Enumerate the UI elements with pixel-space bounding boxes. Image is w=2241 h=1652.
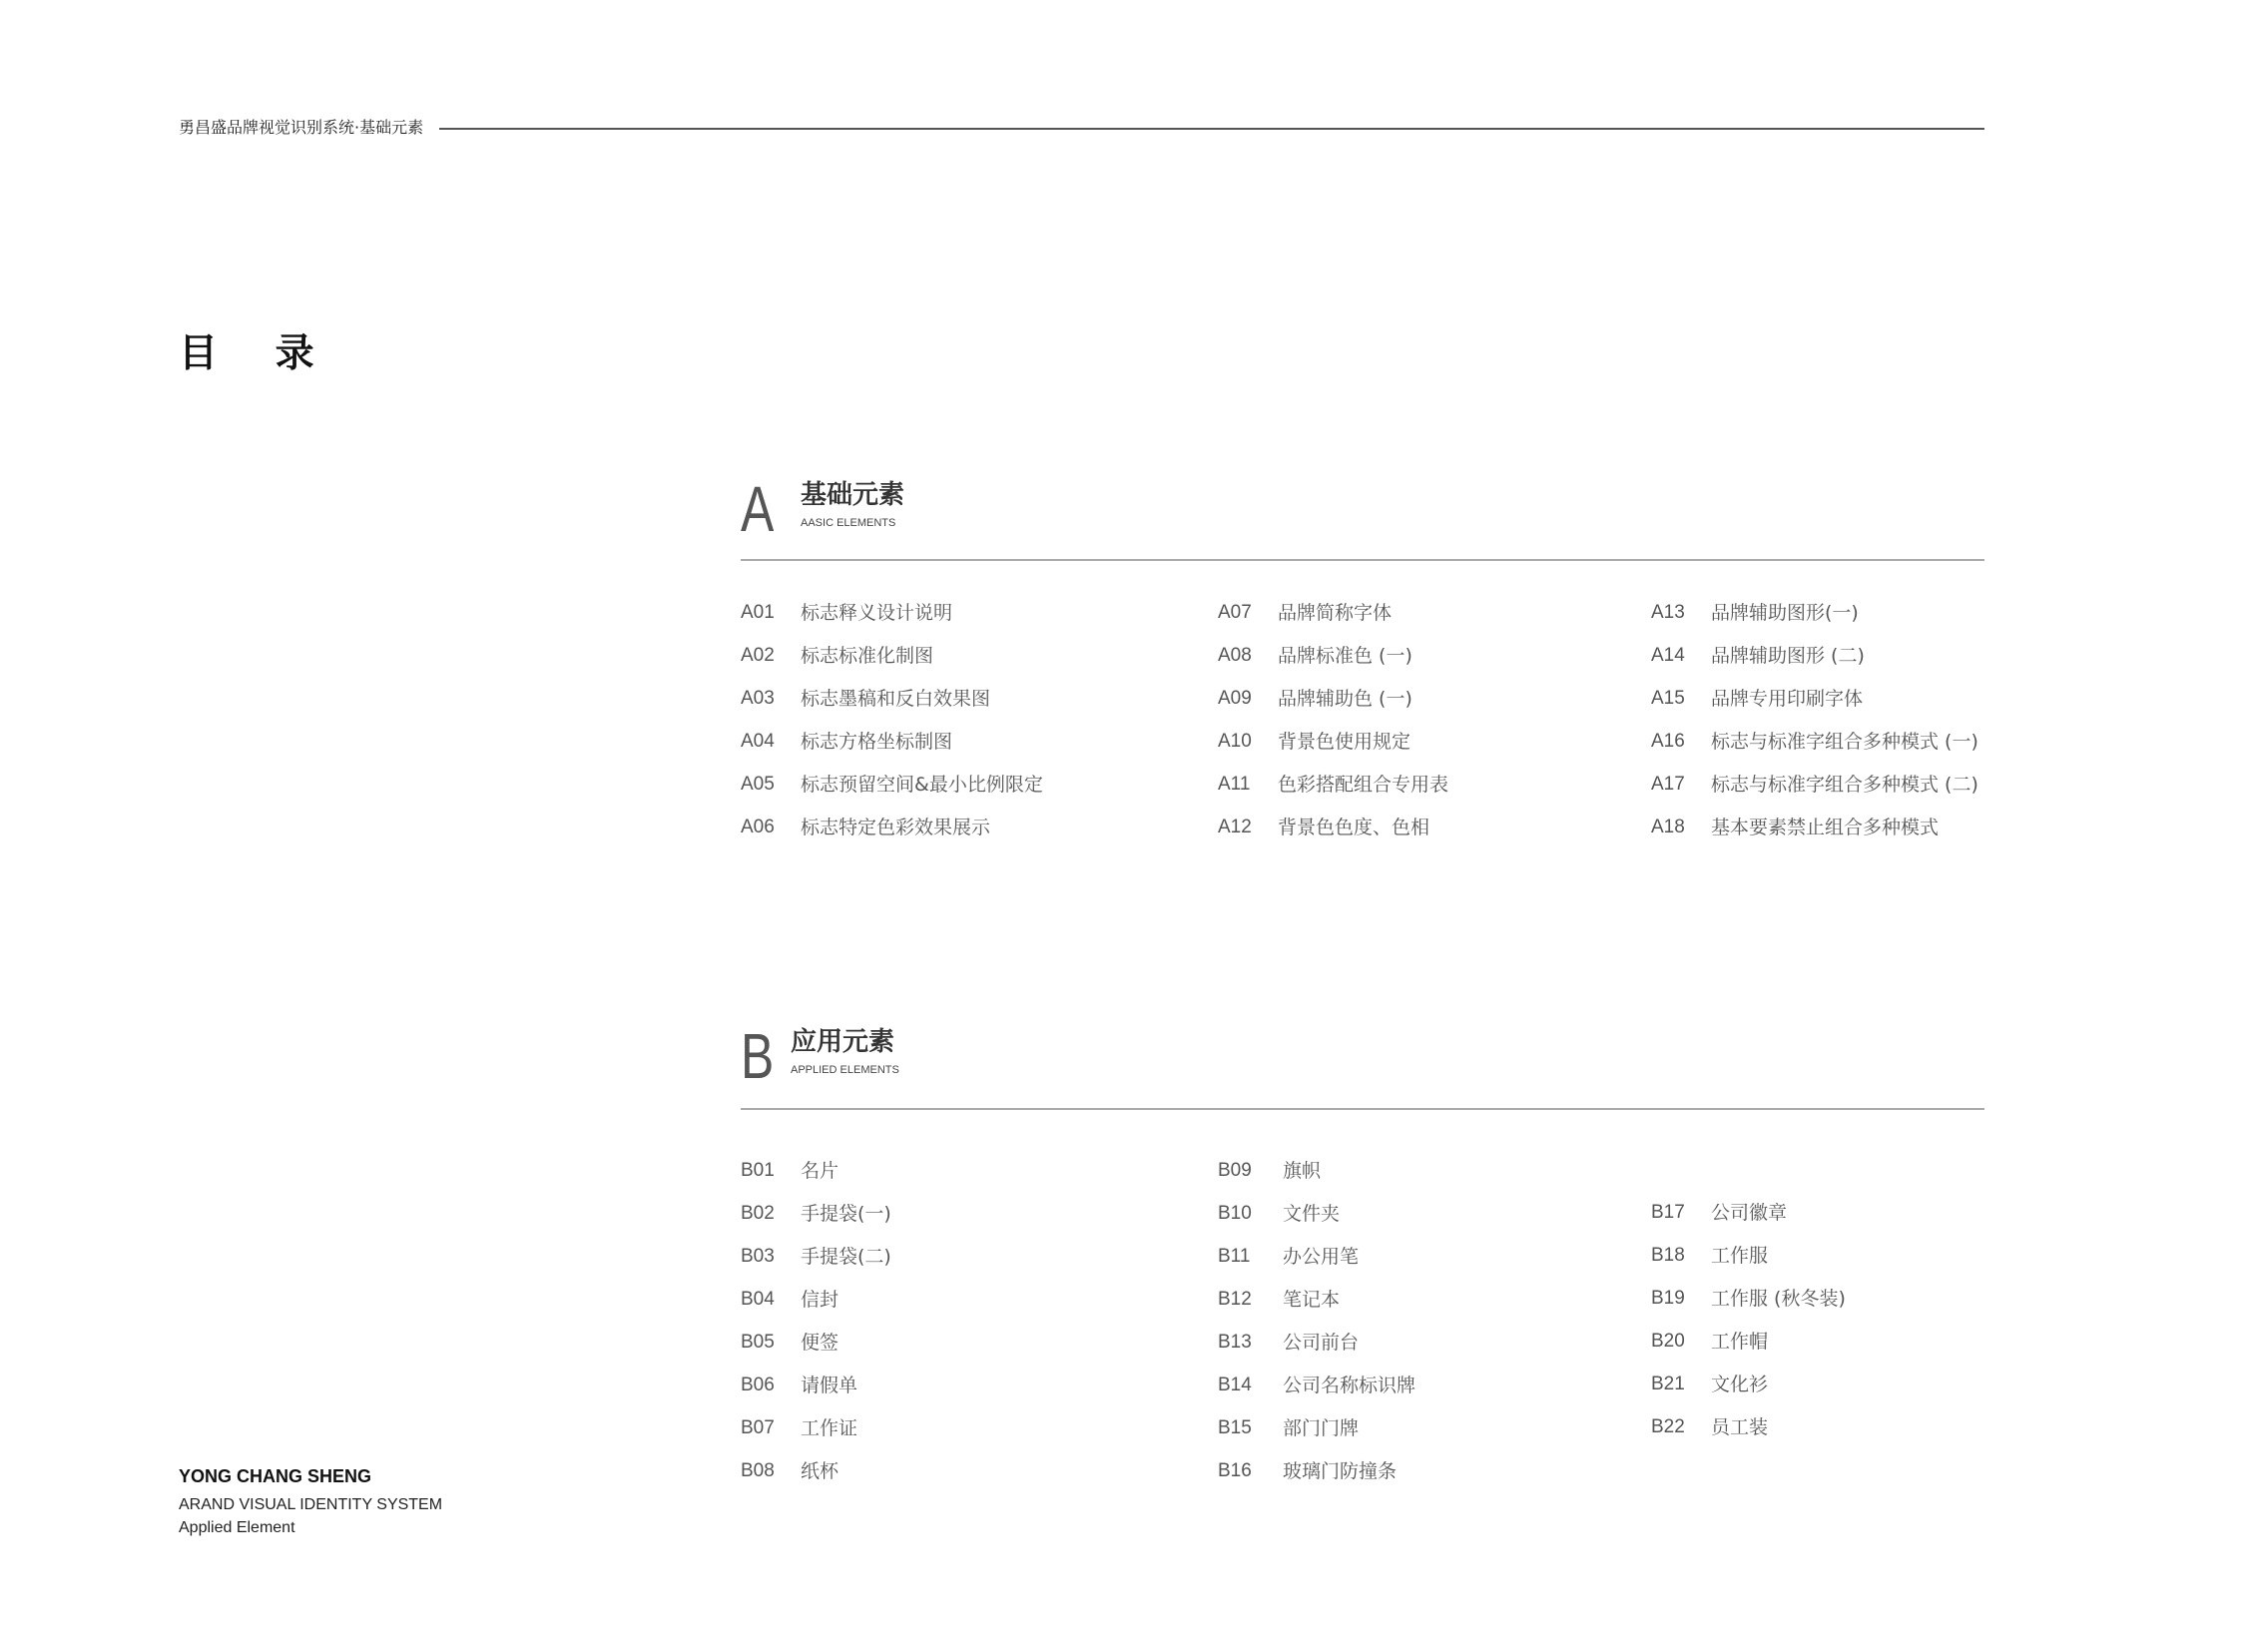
toc-item-code: B07 xyxy=(741,1417,775,1438)
toc-item-code: A17 xyxy=(1651,774,1685,795)
toc-item-code: A01 xyxy=(741,602,775,623)
toc-item-label: 公司前台 xyxy=(1283,1332,1360,1354)
toc-item-code: B06 xyxy=(741,1375,775,1395)
toc-item-code: A02 xyxy=(741,645,775,666)
toc-item-label: 旗帜 xyxy=(1283,1160,1322,1182)
toc-item-label: 便签 xyxy=(801,1332,840,1354)
toc-item-code: B15 xyxy=(1218,1417,1252,1438)
toc-item-code: B17 xyxy=(1651,1202,1685,1223)
toc-item-code: B09 xyxy=(1218,1160,1252,1181)
toc-item-label: 标志释义设计说明 xyxy=(801,602,953,624)
toc-item-label: 办公用笔 xyxy=(1283,1246,1360,1268)
toc-item-code: A08 xyxy=(1218,645,1252,666)
section-a-letter: A xyxy=(741,473,775,545)
toc-item-label: 品牌专用印刷字体 xyxy=(1711,688,1864,710)
toc-item-label: 标志特定色彩效果展示 xyxy=(801,817,991,838)
toc-item-code: A13 xyxy=(1651,602,1685,623)
toc-item-code: A12 xyxy=(1218,817,1252,837)
toc-item-label: 标志预留空间&最小比例限定 xyxy=(801,774,1043,796)
section-b-title: 应用元素 xyxy=(791,1027,895,1057)
toc-item-code: A10 xyxy=(1218,731,1252,752)
toc-item-label: 公司徽章 xyxy=(1711,1202,1788,1224)
footer xyxy=(179,1463,442,1539)
toc-item-code: B14 xyxy=(1218,1375,1252,1395)
section-a-subtitle: AASIC ELEMENTS xyxy=(801,517,896,529)
toc-item-code: A04 xyxy=(741,731,775,752)
toc-item-code: A05 xyxy=(741,774,775,795)
toc-item-code: B13 xyxy=(1218,1332,1252,1353)
toc-item-label: 标志方格坐标制图 xyxy=(801,731,953,753)
toc-item-code: B03 xyxy=(741,1246,775,1267)
toc-item-code: A16 xyxy=(1651,731,1685,752)
section-a-divider xyxy=(741,559,1984,561)
toc-item-label: 名片 xyxy=(801,1160,840,1182)
section-b-letter: B xyxy=(741,1020,775,1092)
toc-item-code: A06 xyxy=(741,817,775,837)
section-a-title: 基础元素 xyxy=(801,480,905,510)
footer-system-line: ARAND VISUAL IDENTITY SYSTEM xyxy=(179,1496,443,1513)
toc-item-label: 公司名称标识牌 xyxy=(1283,1375,1416,1396)
toc-item-code: B08 xyxy=(741,1460,775,1481)
toc-item-code: A18 xyxy=(1651,817,1685,837)
toc-item-code: B04 xyxy=(741,1289,775,1310)
toc-item-label: 纸杯 xyxy=(801,1460,840,1482)
toc-item-code: B12 xyxy=(1218,1289,1252,1310)
toc-item-label: 品牌简称字体 xyxy=(1278,602,1393,624)
toc-item-label: 品牌辅助图形 (二) xyxy=(1711,645,1865,667)
toc-item-label: 标志标准化制图 xyxy=(801,645,934,667)
toc-item-code: B10 xyxy=(1218,1203,1252,1224)
toc-item-label: 工作帽 xyxy=(1711,1331,1769,1353)
toc-item-code: A03 xyxy=(741,688,775,709)
toc-item-label: 手提袋(二) xyxy=(801,1246,891,1268)
toc-item-code: B18 xyxy=(1651,1245,1685,1266)
toc-item-code: B20 xyxy=(1651,1331,1685,1352)
toc-item-code: B19 xyxy=(1651,1288,1685,1309)
toc-item-code: B21 xyxy=(1651,1374,1685,1394)
toc-item-label: 色彩搭配组合专用表 xyxy=(1278,774,1449,796)
section-b-subtitle: APPLIED ELEMENTS xyxy=(791,1064,899,1076)
toc-item-label: 品牌标准色 (一) xyxy=(1278,645,1412,667)
header-title: 勇昌盛品牌视觉识别系统·基础元素 xyxy=(179,118,424,137)
toc-item-label: 背景色色度、色相 xyxy=(1278,817,1430,838)
toc-item-label: 标志与标准字组合多种模式 (一) xyxy=(1711,731,1978,753)
toc-item-label: 部门门牌 xyxy=(1283,1417,1360,1439)
toc-item-code: A09 xyxy=(1218,688,1252,709)
footer-brand: YONG CHANG SHENG xyxy=(179,1466,372,1486)
toc-item-label: 玻璃门防撞条 xyxy=(1283,1460,1398,1482)
toc-item-label: 员工装 xyxy=(1711,1416,1769,1438)
toc-item-code: A07 xyxy=(1218,602,1252,623)
toc-item-label: 信封 xyxy=(801,1289,840,1311)
toc-item-label: 品牌辅助图形(一) xyxy=(1711,602,1859,624)
toc-item-label: 背景色使用规定 xyxy=(1278,731,1411,753)
toc-item-label: 工作服 (秋冬装) xyxy=(1711,1288,1846,1310)
toc-item-label: 标志墨稿和反白效果图 xyxy=(801,688,991,710)
toc-item-label: 文化衫 xyxy=(1711,1374,1769,1395)
toc-item-code: B16 xyxy=(1218,1460,1252,1481)
toc-item-label: 工作服 xyxy=(1711,1245,1769,1267)
toc-item-label: 笔记本 xyxy=(1283,1289,1341,1311)
toc-item-label: 品牌辅助色 (一) xyxy=(1278,688,1412,710)
toc-item-label: 标志与标准字组合多种模式 (二) xyxy=(1711,774,1978,796)
toc-item-code: B01 xyxy=(741,1160,775,1181)
toc-item-label: 请假单 xyxy=(801,1375,858,1396)
toc-item-code: B05 xyxy=(741,1332,775,1353)
toc-item-label: 工作证 xyxy=(801,1417,858,1439)
page-title: 目 录 xyxy=(179,331,336,376)
toc-item-code: B22 xyxy=(1651,1416,1685,1437)
toc-item-code: B02 xyxy=(741,1203,775,1224)
toc-item-code: A15 xyxy=(1651,688,1685,709)
footer-applied-line: Applied Element xyxy=(179,1519,295,1536)
toc-item-label: 手提袋(一) xyxy=(801,1203,891,1225)
toc-item-code: A14 xyxy=(1651,645,1685,666)
toc-item-code: B11 xyxy=(1218,1246,1251,1267)
section-a-heading xyxy=(741,473,940,547)
header-divider xyxy=(439,128,1984,130)
section-b-divider xyxy=(741,1108,1984,1110)
toc-item-label: 基本要素禁止组合多种模式 xyxy=(1711,817,1940,838)
toc-item-label: 文件夹 xyxy=(1283,1203,1341,1225)
toc-item-code: A11 xyxy=(1218,774,1251,795)
section-b-heading xyxy=(741,1020,940,1094)
